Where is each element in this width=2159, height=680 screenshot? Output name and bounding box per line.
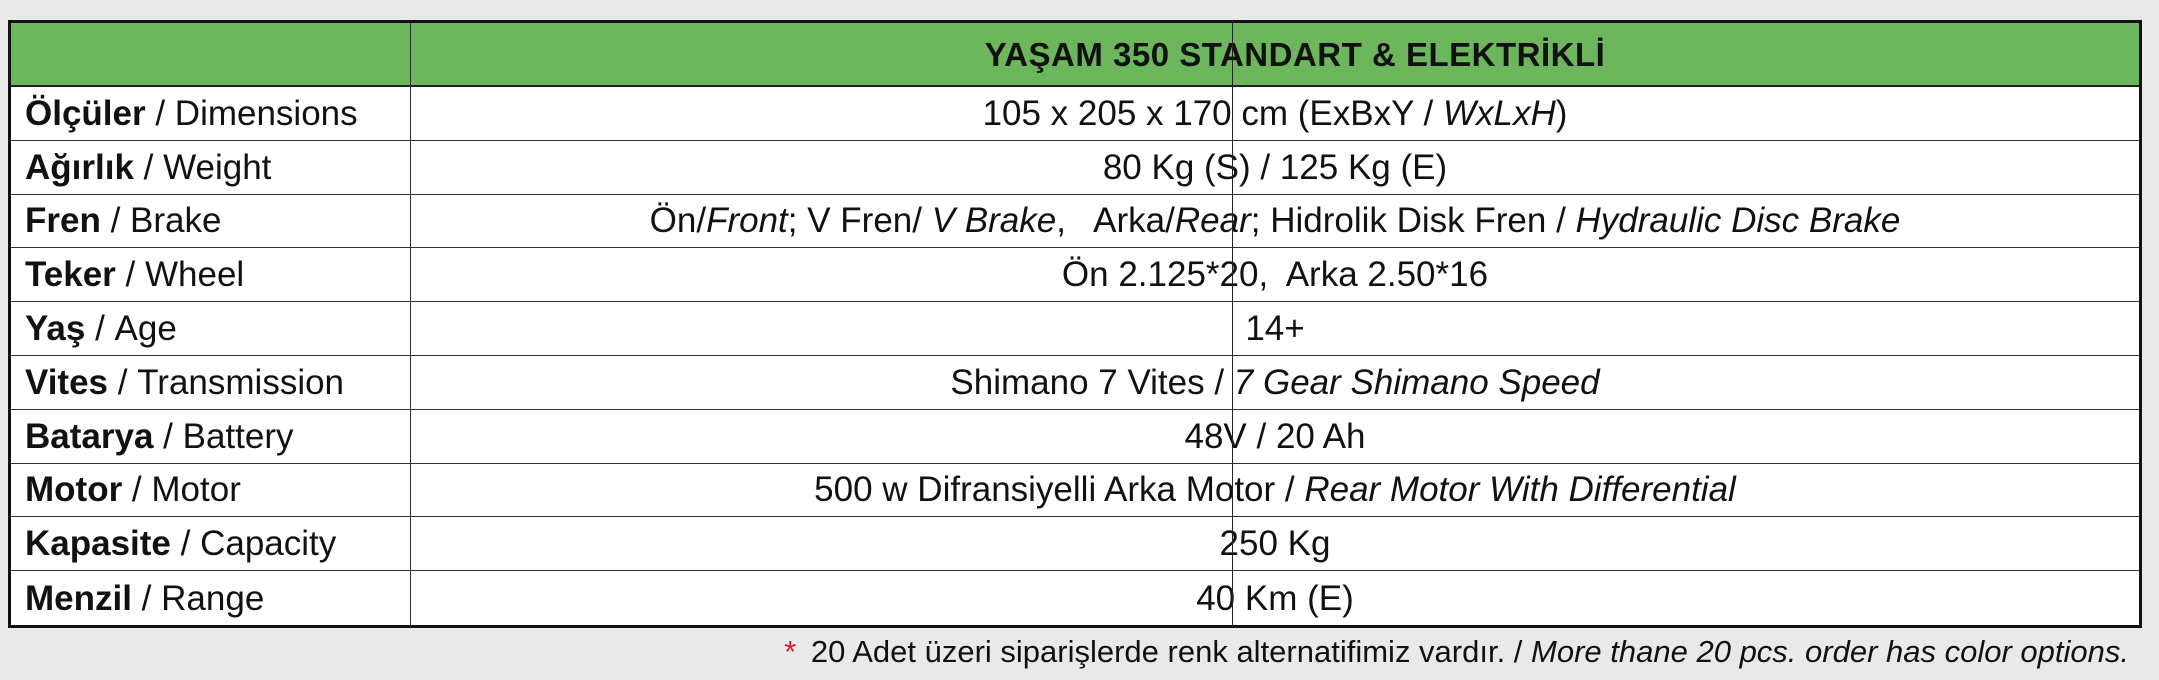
value-part: 250 Kg — [1219, 524, 1331, 564]
row-label-tr: Motor — [25, 470, 123, 510]
value-part-italic: Rear — [1174, 201, 1251, 241]
row-value-text — [1245, 309, 1305, 349]
row-label: Batarya / Battery — [11, 410, 411, 464]
row-label-tr: Ağırlık — [25, 147, 134, 187]
footnote-text-en: More thane 20 pcs. order has color options. — [1531, 634, 2129, 669]
row-label-tr: Batarya — [25, 416, 154, 456]
row-value — [411, 87, 2139, 141]
row-label-tr: Fren — [25, 201, 101, 241]
row-label-en: Capacity — [200, 524, 337, 564]
row-label: Ağırlık / Weight — [11, 141, 411, 195]
row-value-text — [950, 362, 1600, 402]
row-label: Kapasite / Capacity — [11, 517, 411, 571]
value-part: ; Hidrolik Disk Fren / — [1250, 201, 1576, 241]
row-label-en: Transmission — [137, 362, 345, 402]
row-label: Teker / Wheel — [11, 248, 411, 302]
value-part: ; V Fren/ — [787, 201, 932, 241]
row-label-en: Dimensions — [174, 93, 358, 133]
row-label-en: Range — [161, 578, 265, 618]
value-part: 105 x 205 x 170 cm (ExBxY / — [982, 93, 1443, 133]
value-part: 80 Kg (S) / 125 Kg (E) — [1102, 147, 1448, 187]
value-part: 40 Km (E) — [1196, 578, 1354, 618]
row-label-tr: Teker — [25, 255, 116, 295]
value-part: 48V / 20 Ah — [1184, 416, 1366, 456]
row-label: Yaş / Age — [11, 302, 411, 356]
footnote-text-tr: 20 Adet üzeri siparişlerde renk alternatifimiz vardır. / — [810, 634, 1532, 669]
value-part: , Arka/ — [1056, 201, 1175, 241]
footnote-marker: * — [784, 634, 797, 669]
row-label-tr: Yaş — [25, 309, 86, 349]
row-value-text — [649, 201, 1901, 241]
center-divider-line — [1232, 20, 1233, 628]
row-value-text — [1196, 578, 1354, 618]
row-value — [411, 410, 2139, 464]
row-value-text — [1219, 524, 1331, 564]
value-part: 500 w Difransiyelli Arka Motor / — [814, 470, 1305, 510]
row-label-en: Wheel — [145, 255, 245, 295]
value-part: Shimano 7 Vites / — [950, 362, 1234, 402]
row-label: Vites / Transmission — [11, 356, 411, 410]
row-label-en: Battery — [182, 416, 294, 456]
row-value — [411, 517, 2139, 571]
row-label-tr: Kapasite — [25, 524, 171, 564]
row-value — [411, 464, 2139, 518]
value-part-italic: Rear Motor With Differential — [1304, 470, 1736, 510]
value-part-italic: Hydraulic Disc Brake — [1575, 201, 1901, 241]
row-value-text — [1184, 416, 1366, 456]
row-label-tr: Menzil — [25, 578, 132, 618]
row-value-text — [1102, 147, 1448, 187]
row-value — [411, 571, 2139, 625]
row-label-en: Motor — [151, 470, 241, 510]
table-title: YAŞAM 350 STANDART & ELEKTRİKLİ — [411, 23, 2139, 87]
row-label-en: Weight — [163, 147, 272, 187]
header-empty-cell — [11, 23, 411, 87]
spec-table — [8, 20, 2142, 628]
value-part: Ön/ — [649, 201, 707, 241]
value-part-italic: Front — [706, 201, 788, 241]
row-label: Motor / Motor — [11, 464, 411, 518]
row-value-text — [982, 93, 1568, 133]
row-value — [411, 195, 2139, 249]
row-label-tr: Vites — [25, 362, 109, 402]
row-value-text — [1061, 255, 1489, 295]
row-value — [411, 302, 2139, 356]
value-part: ) — [1555, 93, 1568, 133]
row-value — [411, 141, 2139, 195]
value-part: Ön 2.125*20, Arka 2.50*16 — [1061, 255, 1489, 295]
row-label: Ölçüler / Dimensions — [11, 87, 411, 141]
row-value — [411, 248, 2139, 302]
row-label-en: Age — [114, 309, 177, 349]
row-label: Fren / Brake — [11, 195, 411, 249]
row-label-en: Brake — [130, 201, 222, 241]
value-part-italic: V Brake — [931, 201, 1057, 241]
value-part-italic: 7 Gear Shimano Speed — [1233, 362, 1600, 402]
row-value-text — [814, 470, 1736, 510]
footnote — [784, 634, 2129, 670]
value-part-italic: WxLxH — [1442, 93, 1556, 133]
row-label-tr: Ölçüler — [25, 93, 146, 133]
value-part: 14+ — [1245, 309, 1305, 349]
row-label: Menzil / Range — [11, 571, 411, 625]
row-value — [411, 356, 2139, 410]
